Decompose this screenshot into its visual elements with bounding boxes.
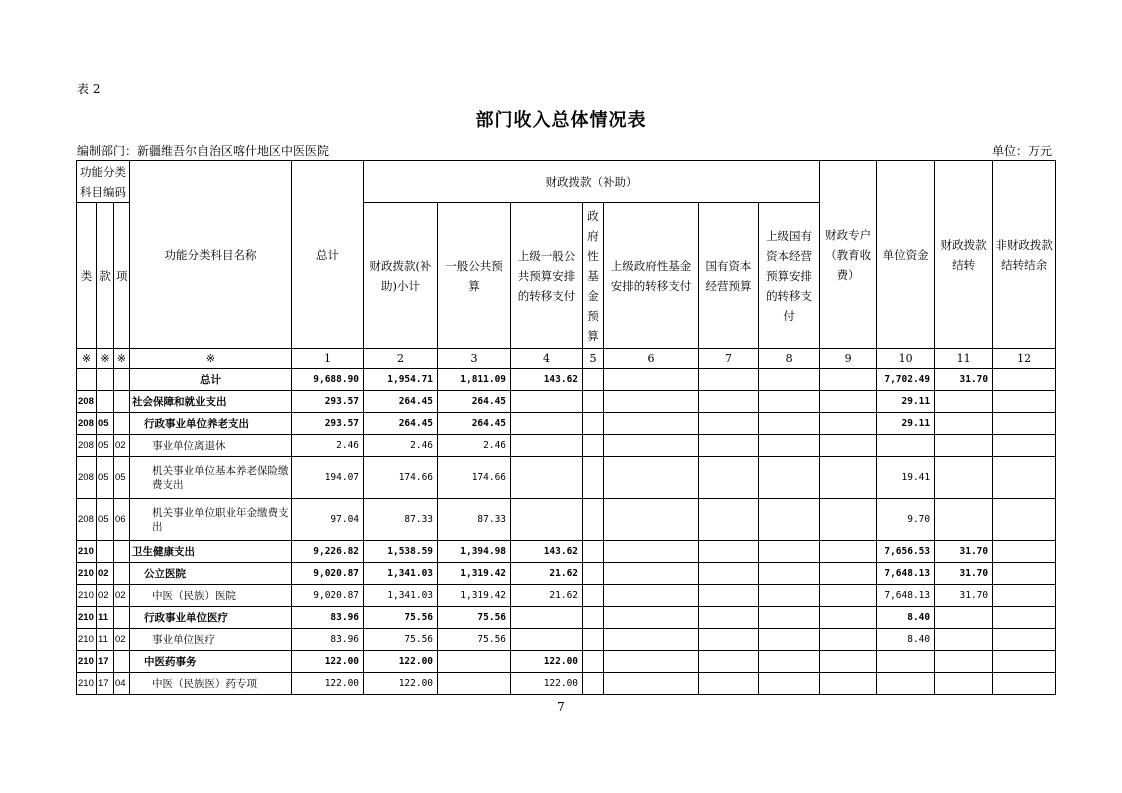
value-cell	[935, 457, 993, 499]
value-cell	[820, 651, 877, 673]
code-kuan-cell: 17	[97, 673, 114, 695]
value-cell: 75.56	[364, 607, 438, 629]
header-fiscal-subtotal: 财政拨款(补助)小计	[364, 203, 438, 349]
value-cell	[993, 369, 1056, 391]
code-lei-cell: 210	[77, 651, 97, 673]
code-lei-cell: 210	[77, 629, 97, 651]
value-cell: 7,656.53	[877, 541, 935, 563]
code-kuan-cell: 11	[97, 629, 114, 651]
code-lei-cell: 210	[77, 673, 97, 695]
value-cell	[993, 413, 1056, 435]
value-cell: 143.62	[511, 369, 583, 391]
value-cell	[604, 391, 699, 413]
value-cell: 122.00	[292, 673, 364, 695]
value-cell	[993, 435, 1056, 457]
value-cell	[511, 457, 583, 499]
value-cell: 264.45	[438, 413, 511, 435]
value-cell: 122.00	[511, 651, 583, 673]
index-cell: ※	[130, 349, 292, 369]
value-cell	[583, 585, 604, 607]
row-name-cell: 机关事业单位基本养老保险缴费支出	[130, 457, 292, 499]
code-kuan-cell	[97, 391, 114, 413]
value-cell: 7,648.13	[877, 563, 935, 585]
index-cell: 8	[759, 349, 820, 369]
code-kuan-cell: 05	[97, 435, 114, 457]
value-cell	[759, 435, 820, 457]
value-cell	[759, 607, 820, 629]
value-cell	[759, 369, 820, 391]
table-body	[77, 369, 1056, 695]
value-cell: 9,020.87	[292, 585, 364, 607]
unit-label: 单位：万元	[991, 144, 1052, 158]
index-cell: 11	[935, 349, 993, 369]
value-cell	[511, 629, 583, 651]
value-cell	[877, 435, 935, 457]
table-row	[77, 457, 1056, 499]
code-xiang-cell: 02	[114, 435, 130, 457]
code-xiang-cell	[114, 607, 130, 629]
value-cell	[759, 391, 820, 413]
page-number: 7	[557, 700, 565, 714]
index-cell: 9	[820, 349, 877, 369]
value-cell	[604, 563, 699, 585]
table-row	[77, 673, 1056, 695]
value-cell	[699, 391, 759, 413]
index-cell: 3	[438, 349, 511, 369]
value-cell	[993, 563, 1056, 585]
value-cell	[993, 541, 1056, 563]
value-cell: 1,954.71	[364, 369, 438, 391]
value-cell	[759, 585, 820, 607]
value-cell: 75.56	[364, 629, 438, 651]
value-cell: 2.46	[292, 435, 364, 457]
value-cell: 1,811.09	[438, 369, 511, 391]
value-cell: 87.33	[364, 499, 438, 541]
value-cell: 1,319.42	[438, 585, 511, 607]
row-name-cell: 机关事业单位职业年金缴费支出	[130, 499, 292, 541]
code-lei-cell: 208	[77, 457, 97, 499]
value-cell	[699, 629, 759, 651]
index-cell: 2	[364, 349, 438, 369]
row-name-cell: 卫生健康支出	[130, 541, 292, 563]
value-cell: 9,688.90	[292, 369, 364, 391]
index-cell: ※	[114, 349, 130, 369]
value-cell	[993, 457, 1056, 499]
header-gov-fund: 政府性基金预算	[583, 203, 604, 349]
value-cell	[511, 499, 583, 541]
value-cell	[583, 369, 604, 391]
value-cell: 264.45	[364, 391, 438, 413]
value-cell	[511, 607, 583, 629]
value-cell: 174.66	[438, 457, 511, 499]
value-cell	[699, 563, 759, 585]
code-lei-cell: 210	[77, 607, 97, 629]
code-kuan-cell	[97, 541, 114, 563]
code-xiang-cell	[114, 369, 130, 391]
income-table	[76, 160, 1056, 695]
value-cell: 83.96	[292, 607, 364, 629]
value-cell: 293.57	[292, 391, 364, 413]
code-xiang-cell	[114, 391, 130, 413]
code-kuan-cell: 02	[97, 585, 114, 607]
value-cell: 122.00	[364, 673, 438, 695]
header-total: 总计	[292, 161, 364, 349]
value-cell	[583, 629, 604, 651]
value-cell	[759, 629, 820, 651]
value-cell	[935, 413, 993, 435]
index-cell: ※	[77, 349, 97, 369]
value-cell	[699, 499, 759, 541]
table-row	[77, 369, 1056, 391]
value-cell	[699, 457, 759, 499]
code-xiang-cell	[114, 651, 130, 673]
value-cell	[993, 651, 1056, 673]
header-upper-state-capital-transfer: 上级国有资本经营预算安排的转移支付	[759, 203, 820, 349]
value-cell	[583, 499, 604, 541]
value-cell: 122.00	[364, 651, 438, 673]
value-cell	[583, 435, 604, 457]
value-cell	[820, 629, 877, 651]
row-name-cell: 总计	[130, 369, 292, 391]
value-cell: 97.04	[292, 499, 364, 541]
code-xiang-cell: 06	[114, 499, 130, 541]
value-cell	[820, 563, 877, 585]
value-cell	[583, 413, 604, 435]
value-cell: 293.57	[292, 413, 364, 435]
value-cell	[699, 369, 759, 391]
value-cell	[820, 413, 877, 435]
value-cell	[759, 673, 820, 695]
value-cell	[604, 457, 699, 499]
value-cell: 174.66	[364, 457, 438, 499]
code-xiang-cell: 02	[114, 629, 130, 651]
value-cell: 7,648.13	[877, 585, 935, 607]
value-cell: 2.46	[438, 435, 511, 457]
value-cell	[877, 673, 935, 695]
value-cell	[438, 651, 511, 673]
value-cell: 8.40	[877, 629, 935, 651]
value-cell: 7,702.49	[877, 369, 935, 391]
header-fiscal-carryover: 财政拨款结转	[935, 161, 993, 349]
value-cell	[604, 673, 699, 695]
value-cell	[604, 629, 699, 651]
value-cell	[699, 435, 759, 457]
code-lei-cell: 208	[77, 435, 97, 457]
header-lei: 类	[77, 203, 97, 349]
value-cell	[759, 457, 820, 499]
value-cell	[699, 607, 759, 629]
value-cell	[935, 435, 993, 457]
value-cell	[604, 607, 699, 629]
value-cell: 29.11	[877, 413, 935, 435]
row-name-cell: 公立医院	[130, 563, 292, 585]
value-cell: 122.00	[292, 651, 364, 673]
row-name-cell: 中医（民族医）药专项	[130, 673, 292, 695]
value-cell: 1,538.59	[364, 541, 438, 563]
value-cell	[699, 585, 759, 607]
header-func-code: 功能分类科目编码	[77, 161, 130, 203]
value-cell: 21.62	[511, 563, 583, 585]
code-kuan-cell: 02	[97, 563, 114, 585]
value-cell	[935, 629, 993, 651]
value-cell	[935, 651, 993, 673]
value-cell: 75.56	[438, 607, 511, 629]
index-cell: 1	[292, 349, 364, 369]
value-cell	[993, 607, 1056, 629]
value-cell	[935, 499, 993, 541]
value-cell: 1,319.42	[438, 563, 511, 585]
row-name-cell: 事业单位医疗	[130, 629, 292, 651]
value-cell: 29.11	[877, 391, 935, 413]
value-cell	[759, 563, 820, 585]
code-xiang-cell: 02	[114, 585, 130, 607]
value-cell	[511, 435, 583, 457]
value-cell	[820, 457, 877, 499]
row-name-cell: 中医药事务	[130, 651, 292, 673]
index-cell: 5	[583, 349, 604, 369]
value-cell: 9.70	[877, 499, 935, 541]
code-xiang-cell	[114, 541, 130, 563]
header-nonfiscal-carryover: 非财政拨款结转结余	[993, 161, 1056, 349]
code-xiang-cell	[114, 563, 130, 585]
value-cell	[759, 413, 820, 435]
value-cell	[583, 607, 604, 629]
code-lei-cell: 210	[77, 585, 97, 607]
code-lei-cell: 210	[77, 563, 97, 585]
value-cell	[699, 541, 759, 563]
value-cell	[604, 499, 699, 541]
value-cell: 31.70	[935, 369, 993, 391]
value-cell	[583, 541, 604, 563]
value-cell: 75.56	[438, 629, 511, 651]
value-cell: 122.00	[511, 673, 583, 695]
header-unit-funds: 单位资金	[877, 161, 935, 349]
value-cell	[820, 369, 877, 391]
header-kuan: 款	[97, 203, 114, 349]
value-cell: 143.62	[511, 541, 583, 563]
value-cell	[759, 499, 820, 541]
code-lei-cell: 208	[77, 413, 97, 435]
table-tag: 表 2	[77, 82, 101, 96]
value-cell: 9,226.82	[292, 541, 364, 563]
table-row	[77, 651, 1056, 673]
value-cell: 264.45	[364, 413, 438, 435]
header-func-name: 功能分类科目名称	[130, 161, 292, 349]
value-cell: 31.70	[935, 541, 993, 563]
header-general-budget: 一般公共预算	[438, 203, 511, 349]
value-cell: 31.70	[935, 585, 993, 607]
value-cell	[511, 391, 583, 413]
value-cell	[993, 391, 1056, 413]
value-cell	[604, 369, 699, 391]
value-cell	[935, 673, 993, 695]
header-fiscal-special: 财政专户（教育收费）	[820, 161, 877, 349]
value-cell: 9,020.87	[292, 563, 364, 585]
value-cell	[993, 673, 1056, 695]
index-cell: 12	[993, 349, 1056, 369]
value-cell: 1,341.03	[364, 585, 438, 607]
value-cell	[604, 651, 699, 673]
value-cell	[511, 413, 583, 435]
row-name-cell: 事业单位离退休	[130, 435, 292, 457]
code-kuan-cell: 11	[97, 607, 114, 629]
value-cell	[759, 541, 820, 563]
table-row	[77, 607, 1056, 629]
index-row	[77, 349, 1056, 369]
index-cell: ※	[97, 349, 114, 369]
value-cell	[993, 629, 1056, 651]
value-cell	[604, 541, 699, 563]
table-row	[77, 499, 1056, 541]
value-cell	[820, 541, 877, 563]
dept-label: 编制部门：新疆维吾尔自治区喀什地区中医医院	[77, 144, 330, 158]
index-cell: 7	[699, 349, 759, 369]
code-xiang-cell: 04	[114, 673, 130, 695]
value-cell	[604, 585, 699, 607]
value-cell: 264.45	[438, 391, 511, 413]
row-name-cell: 行政事业单位养老支出	[130, 413, 292, 435]
value-cell: 21.62	[511, 585, 583, 607]
value-cell	[583, 651, 604, 673]
value-cell: 194.07	[292, 457, 364, 499]
code-kuan-cell: 05	[97, 413, 114, 435]
index-cell: 6	[604, 349, 699, 369]
table-row	[77, 585, 1056, 607]
header-fiscal-group: 财政拨款（补助）	[364, 161, 820, 203]
page-title: 部门收入总体情况表	[475, 110, 647, 131]
value-cell	[438, 673, 511, 695]
value-cell	[699, 413, 759, 435]
value-cell	[583, 673, 604, 695]
header-state-capital: 国有资本经营预算	[699, 203, 759, 349]
value-cell	[583, 563, 604, 585]
index-cell: 10	[877, 349, 935, 369]
value-cell	[604, 413, 699, 435]
value-cell	[935, 607, 993, 629]
index-cell: 4	[511, 349, 583, 369]
row-name-cell: 社会保障和就业支出	[130, 391, 292, 413]
row-name-cell: 中医（民族）医院	[130, 585, 292, 607]
code-xiang-cell	[114, 413, 130, 435]
table-row	[77, 629, 1056, 651]
value-cell	[820, 499, 877, 541]
value-cell: 31.70	[935, 563, 993, 585]
value-cell	[877, 651, 935, 673]
value-cell: 19.41	[877, 457, 935, 499]
value-cell: 1,341.03	[364, 563, 438, 585]
code-lei-cell: 210	[77, 541, 97, 563]
value-cell	[935, 391, 993, 413]
value-cell: 87.33	[438, 499, 511, 541]
value-cell	[820, 435, 877, 457]
value-cell: 1,394.98	[438, 541, 511, 563]
value-cell	[604, 435, 699, 457]
table-row	[77, 563, 1056, 585]
value-cell: 8.40	[877, 607, 935, 629]
table-row	[77, 541, 1056, 563]
value-cell	[583, 391, 604, 413]
code-kuan-cell	[97, 369, 114, 391]
value-cell	[820, 607, 877, 629]
value-cell	[993, 585, 1056, 607]
value-cell	[820, 585, 877, 607]
table-row	[77, 435, 1056, 457]
code-lei-cell: 208	[77, 391, 97, 413]
header-upper-gov-fund-transfer: 上级政府性基金安排的转移支付	[604, 203, 699, 349]
value-cell	[583, 457, 604, 499]
code-lei-cell: 208	[77, 499, 97, 541]
code-lei-cell	[77, 369, 97, 391]
value-cell: 2.46	[364, 435, 438, 457]
value-cell	[699, 651, 759, 673]
code-kuan-cell: 05	[97, 499, 114, 541]
value-cell: 83.96	[292, 629, 364, 651]
value-cell	[759, 651, 820, 673]
code-xiang-cell: 05	[114, 457, 130, 499]
header-xiang: 项	[114, 203, 130, 349]
header-upper-general-transfer: 上级一般公共预算安排的转移支付	[511, 203, 583, 349]
value-cell	[820, 673, 877, 695]
table-row	[77, 391, 1056, 413]
code-kuan-cell: 17	[97, 651, 114, 673]
value-cell	[699, 673, 759, 695]
value-cell	[993, 499, 1056, 541]
code-kuan-cell: 05	[97, 457, 114, 499]
row-name-cell: 行政事业单位医疗	[130, 607, 292, 629]
table-row	[77, 413, 1056, 435]
value-cell	[820, 391, 877, 413]
